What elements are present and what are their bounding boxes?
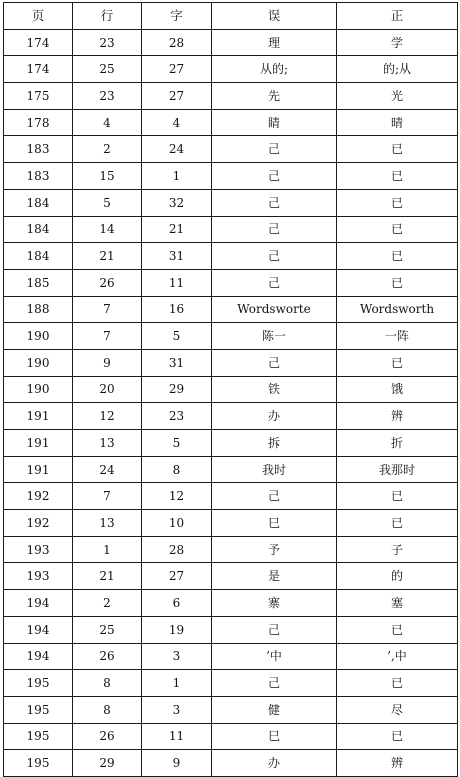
cell-correction: 晴 <box>337 109 458 136</box>
table-row <box>4 269 458 296</box>
cell-error: 己 <box>212 269 337 296</box>
cell-correction: 已 <box>337 670 458 697</box>
cell-line: 12 <box>73 403 142 430</box>
table-row <box>4 349 458 376</box>
cell-line: 26 <box>73 723 142 750</box>
table-header-row <box>4 3 458 30</box>
cell-correction: 已 <box>337 243 458 270</box>
cell-line: 5 <box>73 189 142 216</box>
cell-page: 185 <box>4 269 73 296</box>
cell-error: 己 <box>212 349 337 376</box>
header-char: 字 <box>142 3 212 30</box>
table-row <box>4 136 458 163</box>
cell-line: 21 <box>73 243 142 270</box>
cell-char: 11 <box>142 269 212 296</box>
cell-correction: 的 <box>337 563 458 590</box>
cell-correction: 辨 <box>337 403 458 430</box>
table-row <box>4 296 458 323</box>
header-page: 页 <box>4 3 73 30</box>
cell-char: 24 <box>142 136 212 163</box>
cell-char: 12 <box>142 483 212 510</box>
cell-page: 192 <box>4 510 73 537</box>
cell-correction: 光 <box>337 83 458 110</box>
cell-error: 健 <box>212 696 337 723</box>
cell-page: 191 <box>4 456 73 483</box>
cell-page: 195 <box>4 723 73 750</box>
cell-char: 3 <box>142 643 212 670</box>
table-row <box>4 403 458 430</box>
errata-table-body <box>4 29 458 776</box>
cell-page: 190 <box>4 349 73 376</box>
cell-char: 1 <box>142 670 212 697</box>
cell-error: 己 <box>212 216 337 243</box>
cell-char: 4 <box>142 109 212 136</box>
cell-line: 23 <box>73 83 142 110</box>
cell-page: 175 <box>4 83 73 110</box>
cell-error: 从的; <box>212 56 337 83</box>
cell-line: 8 <box>73 696 142 723</box>
cell-line: 2 <box>73 136 142 163</box>
cell-line: 2 <box>73 590 142 617</box>
cell-correction: 塞 <box>337 590 458 617</box>
cell-char: 11 <box>142 723 212 750</box>
header-line: 行 <box>73 3 142 30</box>
cell-error: 巳 <box>212 723 337 750</box>
cell-correction: 已 <box>337 189 458 216</box>
cell-char: 31 <box>142 349 212 376</box>
cell-correction: 一阵 <box>337 323 458 350</box>
table-row <box>4 563 458 590</box>
table-row <box>4 483 458 510</box>
cell-page: 191 <box>4 430 73 457</box>
cell-correction: 尽 <box>337 696 458 723</box>
cell-correction: 已 <box>337 136 458 163</box>
cell-char: 28 <box>142 536 212 563</box>
cell-char: 5 <box>142 323 212 350</box>
cell-page: 188 <box>4 296 73 323</box>
cell-error: 予 <box>212 536 337 563</box>
cell-char: 3 <box>142 696 212 723</box>
cell-line: 20 <box>73 376 142 403</box>
table-row <box>4 696 458 723</box>
cell-error: 铁 <box>212 376 337 403</box>
cell-line: 13 <box>73 510 142 537</box>
header-error: 误 <box>212 3 337 30</box>
cell-line: 21 <box>73 563 142 590</box>
cell-error: 我时 <box>212 456 337 483</box>
cell-error: 己 <box>212 189 337 216</box>
cell-error: 己 <box>212 243 337 270</box>
cell-page: 190 <box>4 376 73 403</box>
table-row <box>4 456 458 483</box>
table-row <box>4 216 458 243</box>
cell-line: 26 <box>73 643 142 670</box>
cell-char: 29 <box>142 376 212 403</box>
cell-page: 174 <box>4 56 73 83</box>
cell-line: 15 <box>73 163 142 190</box>
cell-correction: 的;从 <box>337 56 458 83</box>
cell-correction: 已 <box>337 216 458 243</box>
cell-error: 陈一 <box>212 323 337 350</box>
table-row <box>4 590 458 617</box>
table-row <box>4 750 458 777</box>
cell-char: 6 <box>142 590 212 617</box>
cell-char: 9 <box>142 750 212 777</box>
cell-page: 191 <box>4 403 73 430</box>
cell-line: 7 <box>73 323 142 350</box>
cell-line: 13 <box>73 430 142 457</box>
cell-error: 己 <box>212 483 337 510</box>
cell-char: 21 <box>142 216 212 243</box>
cell-char: 23 <box>142 403 212 430</box>
cell-correction: 折 <box>337 430 458 457</box>
cell-line: 8 <box>73 670 142 697</box>
errata-table <box>3 2 458 777</box>
cell-error: 办 <box>212 750 337 777</box>
errata-page <box>3 2 457 777</box>
cell-error: 己 <box>212 670 337 697</box>
cell-char: 8 <box>142 456 212 483</box>
cell-correction: ’,中 <box>337 643 458 670</box>
table-row <box>4 29 458 56</box>
table-row <box>4 109 458 136</box>
header-correction: 正 <box>337 3 458 30</box>
cell-correction: 已 <box>337 510 458 537</box>
cell-page: 174 <box>4 29 73 56</box>
table-row <box>4 723 458 750</box>
cell-char: 1 <box>142 163 212 190</box>
cell-char: 27 <box>142 563 212 590</box>
cell-error: 己 <box>212 136 337 163</box>
cell-char: 19 <box>142 616 212 643</box>
cell-page: 194 <box>4 590 73 617</box>
cell-page: 183 <box>4 163 73 190</box>
cell-line: 14 <box>73 216 142 243</box>
table-row <box>4 56 458 83</box>
cell-line: 25 <box>73 616 142 643</box>
cell-char: 28 <box>142 29 212 56</box>
cell-page: 193 <box>4 536 73 563</box>
cell-page: 195 <box>4 750 73 777</box>
cell-correction: 已 <box>337 616 458 643</box>
table-row <box>4 83 458 110</box>
cell-error: 己 <box>212 163 337 190</box>
cell-line: 9 <box>73 349 142 376</box>
cell-line: 24 <box>73 456 142 483</box>
table-row <box>4 163 458 190</box>
cell-error: 巳 <box>212 510 337 537</box>
table-row <box>4 189 458 216</box>
cell-correction: 学 <box>337 29 458 56</box>
table-row <box>4 243 458 270</box>
cell-line: 4 <box>73 109 142 136</box>
cell-char: 31 <box>142 243 212 270</box>
cell-page: 184 <box>4 243 73 270</box>
cell-page: 194 <box>4 616 73 643</box>
cell-char: 5 <box>142 430 212 457</box>
cell-page: 190 <box>4 323 73 350</box>
cell-page: 184 <box>4 189 73 216</box>
cell-line: 25 <box>73 56 142 83</box>
cell-page: 195 <box>4 696 73 723</box>
cell-page: 183 <box>4 136 73 163</box>
cell-error: 睛 <box>212 109 337 136</box>
cell-char: 27 <box>142 83 212 110</box>
cell-line: 7 <box>73 296 142 323</box>
cell-correction: 已 <box>337 269 458 296</box>
cell-page: 184 <box>4 216 73 243</box>
cell-line: 1 <box>73 536 142 563</box>
cell-page: 192 <box>4 483 73 510</box>
cell-error: ’中 <box>212 643 337 670</box>
cell-error: Wordsworte <box>212 296 337 323</box>
cell-correction: 已 <box>337 349 458 376</box>
cell-line: 7 <box>73 483 142 510</box>
cell-page: 195 <box>4 670 73 697</box>
cell-error: 是 <box>212 563 337 590</box>
cell-char: 27 <box>142 56 212 83</box>
cell-page: 194 <box>4 643 73 670</box>
cell-line: 26 <box>73 269 142 296</box>
table-row <box>4 323 458 350</box>
cell-correction: 已 <box>337 723 458 750</box>
cell-error: 己 <box>212 616 337 643</box>
cell-correction: 子 <box>337 536 458 563</box>
cell-correction: 辨 <box>337 750 458 777</box>
cell-correction: 已 <box>337 163 458 190</box>
table-row <box>4 536 458 563</box>
cell-char: 10 <box>142 510 212 537</box>
cell-char: 16 <box>142 296 212 323</box>
table-row <box>4 376 458 403</box>
cell-error: 寨 <box>212 590 337 617</box>
cell-error: 理 <box>212 29 337 56</box>
cell-correction: 已 <box>337 483 458 510</box>
table-row <box>4 616 458 643</box>
cell-char: 32 <box>142 189 212 216</box>
cell-page: 178 <box>4 109 73 136</box>
cell-line: 29 <box>73 750 142 777</box>
cell-line: 23 <box>73 29 142 56</box>
table-row <box>4 643 458 670</box>
table-row <box>4 430 458 457</box>
cell-correction: Wordsworth <box>337 296 458 323</box>
cell-page: 193 <box>4 563 73 590</box>
cell-error: 拆 <box>212 430 337 457</box>
cell-error: 办 <box>212 403 337 430</box>
cell-correction: 我那时 <box>337 456 458 483</box>
cell-error: 先 <box>212 83 337 110</box>
cell-correction: 饿 <box>337 376 458 403</box>
table-row <box>4 510 458 537</box>
table-row <box>4 670 458 697</box>
